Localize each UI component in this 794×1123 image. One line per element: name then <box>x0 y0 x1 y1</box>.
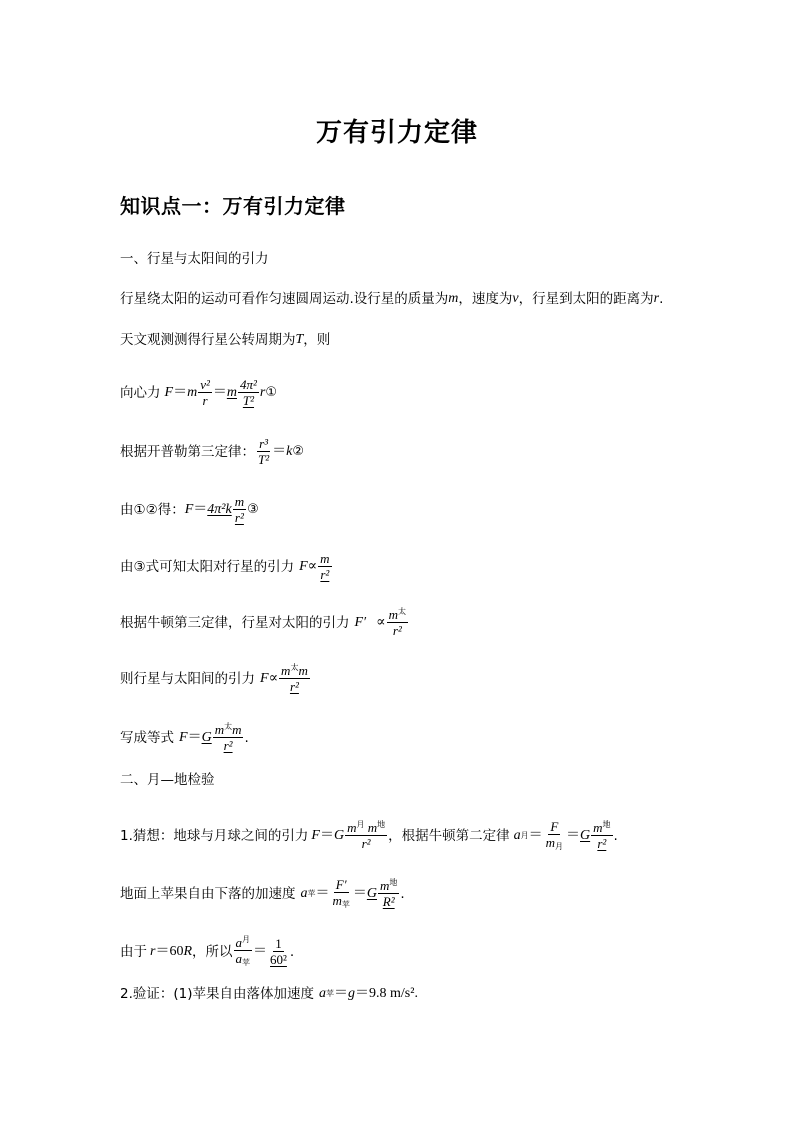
label: 由①②得： <box>120 501 185 518</box>
label: 则行星与太阳间的引力 <box>120 670 255 687</box>
denominator: T² <box>258 452 270 467</box>
equation-planet-on-sun <box>120 608 409 637</box>
equals: ＝ <box>319 827 334 843</box>
label: 地面上苹果自由下落的加速度 <box>120 885 296 902</box>
var-m: m <box>448 291 459 306</box>
equals: ＝ <box>334 986 349 1001</box>
fraction-Fprime-over-mapple <box>331 878 352 909</box>
fraction-m-over-r2 <box>318 552 331 581</box>
var-G: G <box>366 885 378 901</box>
numerator <box>279 664 310 679</box>
denominator: r² <box>597 836 607 851</box>
equals: ＝60 <box>155 943 184 959</box>
fraction-mmoon-mearth-over-r2 <box>345 821 387 850</box>
denominator: r <box>202 393 208 408</box>
var-m: m <box>298 663 308 678</box>
var-m: m <box>281 663 291 678</box>
label: 由于 <box>120 943 147 960</box>
text: . <box>659 291 664 307</box>
fraction-mearth-over-R2 <box>378 879 399 908</box>
numerator <box>387 608 408 623</box>
equation-mutual-gravity <box>120 664 311 693</box>
numerator: v² <box>200 377 210 392</box>
fraction-mearth-over-r2 <box>591 821 612 850</box>
equation-marker: ① <box>265 384 278 400</box>
var-m: m <box>347 820 357 835</box>
subscript: 月 <box>356 820 365 829</box>
subscript: 太 <box>290 663 299 672</box>
text: ，行星到太阳的距离为 <box>518 291 654 307</box>
period: . <box>400 885 405 902</box>
equation-derived-force <box>120 495 259 524</box>
var-G: G <box>333 827 345 843</box>
denominator: r² <box>234 510 244 525</box>
var-R: R <box>183 943 193 959</box>
numerator: r³ <box>259 436 269 451</box>
equals: ＝ <box>253 943 268 959</box>
label: 向心力 <box>120 384 161 401</box>
denominator: r² <box>289 679 299 694</box>
subscript: 太 <box>398 607 406 616</box>
numerator: 1 <box>275 936 282 951</box>
fraction-amoon-over-aapple <box>234 936 253 967</box>
equation-apple-acceleration <box>120 878 405 909</box>
numerator: 4π² <box>239 377 257 392</box>
equals: ＝ <box>566 827 580 843</box>
subheading-moon-earth-test: 二、月—地检验 <box>120 772 215 788</box>
paragraph-planet-motion <box>120 290 663 308</box>
var-r: r <box>259 384 266 400</box>
fraction-1-over-60sq <box>268 937 289 966</box>
equals: ＝ <box>528 827 543 843</box>
var-G: G <box>201 729 212 745</box>
subscript: 月 <box>520 830 529 840</box>
var-T: T <box>295 332 304 347</box>
denominator: r² <box>392 623 402 638</box>
numerator <box>378 879 399 894</box>
var-a: a <box>235 935 243 950</box>
equals: ＝ <box>187 729 202 745</box>
subscript: 地 <box>389 878 398 887</box>
period: . <box>289 943 295 960</box>
denominator: R² <box>382 894 395 909</box>
var-a: a <box>300 885 308 901</box>
equals: ＝ <box>212 384 227 400</box>
equals: ＝ <box>193 501 208 517</box>
var-m: m <box>187 384 198 400</box>
period: . <box>613 827 618 844</box>
var-r: r <box>653 291 660 306</box>
text: 行星绕太阳的运动可看作匀速圆周运动.设行星的质量为 <box>120 291 449 307</box>
var-r: r <box>150 943 156 959</box>
subscript: 苹 <box>326 989 335 998</box>
denominator: 60² <box>270 952 287 967</box>
var-F: F <box>260 670 269 686</box>
text: ，所以 <box>192 943 233 960</box>
subscript: 苹 <box>307 888 316 898</box>
fraction-msun-over-r2 <box>387 608 408 637</box>
numerator: F <box>550 819 559 834</box>
equation-ratio <box>120 936 294 967</box>
numerator: F′ <box>335 877 347 892</box>
text: ，速度为 <box>458 291 513 307</box>
equation-gravity-law <box>120 723 249 752</box>
label: 写成等式 <box>120 729 174 746</box>
var-m: m <box>332 893 342 908</box>
numerator: m <box>234 494 245 509</box>
denominator <box>544 835 565 851</box>
proportional: ∝ <box>307 558 318 574</box>
fraction-msun-m-over-r2 <box>279 664 310 693</box>
var-F: F <box>299 558 308 574</box>
numerator <box>234 936 253 951</box>
period: . <box>244 729 249 746</box>
var-a: a <box>513 827 521 843</box>
denominator <box>331 893 352 909</box>
subscript: 苹 <box>341 900 350 909</box>
fraction-v2-over-r <box>198 378 212 407</box>
equals: ＝ <box>173 384 188 400</box>
fraction-4pi2-over-T2 <box>238 378 259 407</box>
equation-kepler <box>120 437 304 466</box>
subscript: 地 <box>377 820 386 829</box>
proportional: ∝ <box>268 670 279 686</box>
numerator <box>345 821 387 836</box>
equation-hypothesis <box>120 820 618 851</box>
equation-sun-on-planet <box>120 552 333 581</box>
var-G: G <box>580 827 591 843</box>
fraction-msun-m-over-r2 <box>213 723 244 752</box>
verification-step <box>120 985 418 1003</box>
label: 2.验证：(1)苹果自由落体加速度 <box>120 986 315 1002</box>
denominator: T² <box>242 393 255 408</box>
var-F: F <box>164 384 174 400</box>
label: 根据开普勒第三定律： <box>120 443 255 460</box>
var-m: m <box>380 878 390 893</box>
equals: ＝ <box>352 885 367 901</box>
denominator <box>234 951 253 967</box>
equation-centripetal-force <box>120 378 277 407</box>
equals: ＝ <box>272 443 287 459</box>
var-F: F <box>179 729 188 745</box>
var-m: m <box>226 384 237 400</box>
section-heading: 知识点一：万有引力定律 <box>120 194 346 218</box>
proportional: ∝ <box>376 614 386 630</box>
var-g: g <box>348 986 356 1001</box>
denominator: r² <box>223 738 233 753</box>
var-m: m <box>367 820 378 835</box>
paragraph-period <box>120 331 330 349</box>
var-m: m <box>214 722 225 737</box>
coefficient: 4π²k <box>207 501 232 517</box>
subscript: 月 <box>242 935 251 944</box>
label: 根据牛顿第三定律，行星对太阳的引力 <box>120 614 350 631</box>
subscript: 苹 <box>242 958 251 967</box>
fraction-F-over-mmoon <box>544 820 565 851</box>
var-m: m <box>545 835 555 850</box>
subscript: 月 <box>555 842 563 851</box>
subscript: 地 <box>602 820 611 829</box>
subscript: 太 <box>224 722 233 731</box>
fraction-m-over-r2 <box>233 495 246 524</box>
text: ，根据牛顿第二定律 <box>388 827 510 844</box>
equals: ＝ <box>315 885 330 901</box>
page-title: 万有引力定律 <box>315 118 478 148</box>
var-m: m <box>232 722 242 737</box>
var-k: k <box>286 443 293 459</box>
text: ，则 <box>303 332 331 348</box>
var-m: m <box>593 820 603 835</box>
var-F: F <box>311 827 320 843</box>
denominator: r² <box>361 836 371 851</box>
label: 由③式可知太阳对行星的引力 <box>120 558 295 575</box>
var-a: a <box>235 951 243 966</box>
equation-marker: ③ <box>247 501 259 517</box>
var-F-prime: F′ <box>354 614 367 630</box>
value: ＝9.8 m/s². <box>355 986 418 1001</box>
subheading-sun-planet-gravity: 一、行星与太阳间的引力 <box>120 251 269 267</box>
var-F: F <box>184 501 194 517</box>
equation-marker: ② <box>292 443 305 459</box>
var-m: m <box>388 607 398 622</box>
numerator <box>213 723 244 738</box>
numerator <box>591 821 612 836</box>
fraction-r3-over-T2 <box>256 437 271 466</box>
var-a: a <box>319 986 327 1001</box>
text: 天文观测测得行星公转周期为 <box>120 332 296 348</box>
numerator: m <box>320 551 330 566</box>
var-v: v <box>512 291 519 306</box>
denominator: r² <box>320 567 330 582</box>
label: 1.猜想：地球与月球之间的引力 <box>120 827 309 844</box>
